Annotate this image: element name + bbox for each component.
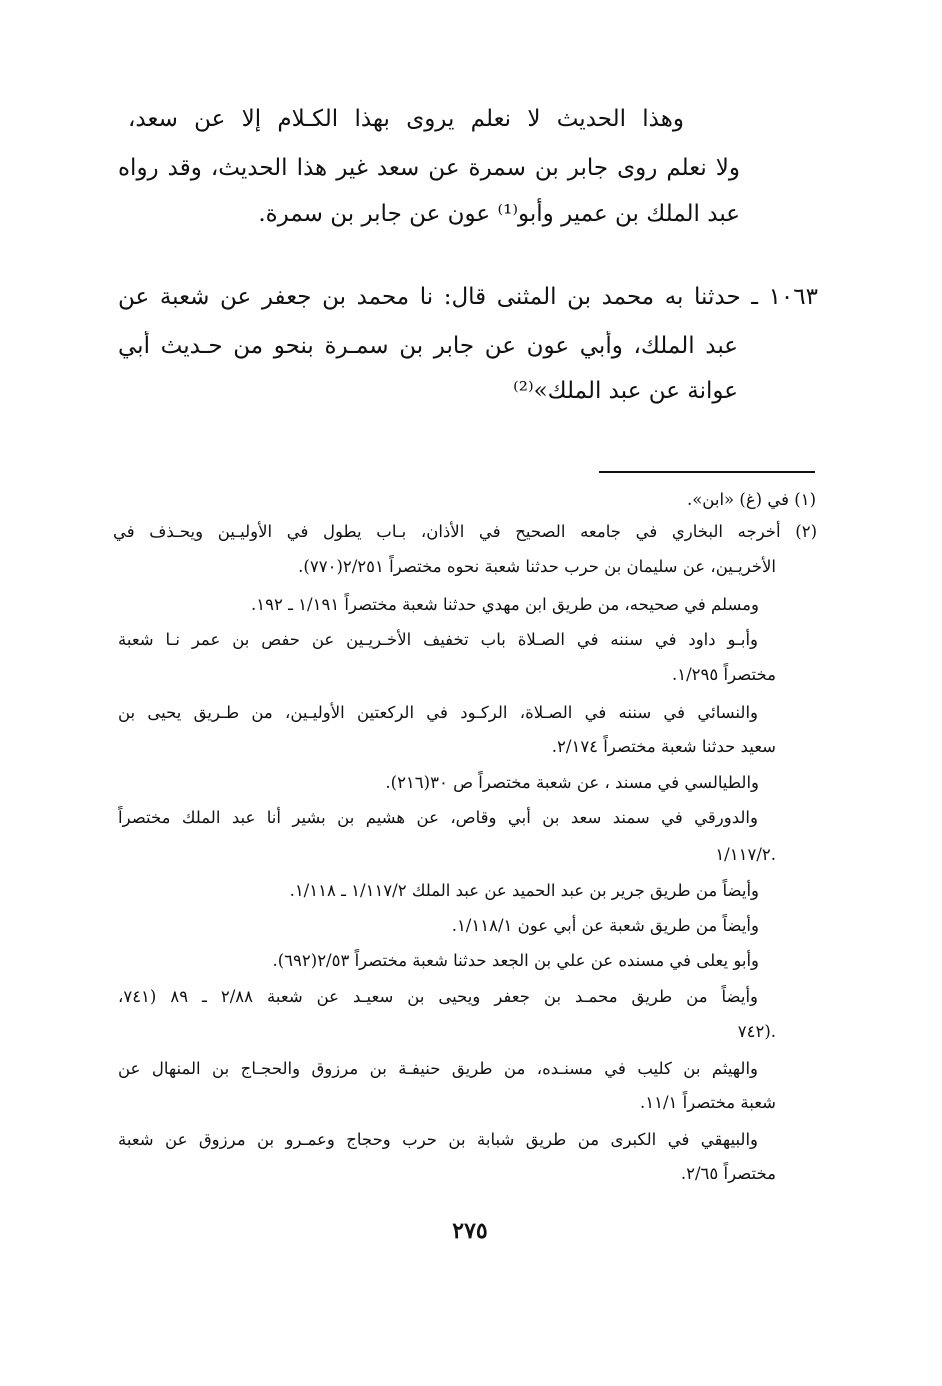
body-line: وهذا الحديث لا نعلم يروى بهذا الكـلام إلا عن سعد، xyxy=(128,106,684,132)
footnote-line: والطيالسي في مسند ، عن شعبة مختصراً ص ٣٠(٢١٦). xyxy=(385,773,759,792)
footnote-line: والنسائي في سننه في الصـلاة، الركـود في الركعتين الأوليـين، من طـريق يحيى بن xyxy=(118,703,758,722)
footnote-line: وأيضاً من طريق جرير بن عبد الحميد عن عبد الملك ١/١١٧/٢ ـ ١/١١٨. xyxy=(289,881,759,900)
footnote-line: والبيهقي في الكبرى من طريق شبابة بن حرب وحجاج وعمـرو بن مرزوق عن شعبة xyxy=(118,1130,758,1149)
footnote-line: مختصراً ١/٢٩٥. xyxy=(672,665,776,684)
footnote-line: وأيضاً من طريق شعبة عن أبي عون ١/١١٨/١. xyxy=(451,916,759,935)
footnote-line: ومسلم في صحيحه، من طريق ابن مهدي حدثنا شعبة مختصراً ١/١٩١ ـ ١٩٢. xyxy=(251,595,759,614)
footnote-line: والدورقي في سمند سعد بن أبي وقاص، عن هشيم بن بشير أنا عبد الملك مختصراً xyxy=(118,808,758,827)
hadith-line: عوانة عن عبد الملك»⁽²⁾ xyxy=(513,378,738,404)
footnote-line: وأيضاً من طريق محمـد بن جعفر ويحيى بن سعيـد عن شعبة ٢/٨٨ ـ ٨٩ (٧٤١، xyxy=(118,987,758,1006)
footnote-line: مختصراً ٢/٦٥. xyxy=(680,1164,776,1183)
footnote-line: شعبة مختصراً ١١/١. xyxy=(640,1093,776,1112)
footnote-line: وأبو يعلى في مسنده عن علي بن الجعد حدثنا شعبة مختصراً ٢/٥٣(٦٩٢). xyxy=(272,951,759,970)
footnote-line: (١) في (غ) «ابن». xyxy=(686,490,816,509)
footnote-line: ٧٤٢). xyxy=(737,1022,776,1041)
footnote-line: الأخريـين، عن سليمان بن حرب حدثنا شعبة نحوه مختصراً ٢/٢٥١(٧٧٠). xyxy=(298,557,776,576)
page-number: ٢٧٥ xyxy=(452,1218,488,1244)
footnote-separator xyxy=(599,471,815,473)
body-line: عبد الملك بن عمير وأبو⁽¹⁾ عون عن جابر بن سمرة. xyxy=(258,201,740,227)
hadith-line: عبد الملك، وأبي عون عن جابر بن سمـرة بنحو من حـديث أبي xyxy=(118,333,738,359)
footnote-line: سعيد حدثنا شعبة مختصراً ٢/١٧٤. xyxy=(551,737,776,756)
footnote-line: والهيثم بن كليب في مسنـده، من طريق حنيفـة بن مرزوق والحجـاج بن المنهال عن xyxy=(118,1059,758,1078)
body-line: ولا نعلم روى جابر بن سمرة عن سعد غير هذا الحديث، وقد رواه xyxy=(118,155,740,181)
hadith-line: ١٠٦٣ ـ حدثنا به محمد بن المثنى قال: نا محمد بن جعفر عن شعبة عن xyxy=(118,284,818,310)
footnote-line: (٢) أخرجه البخاري في جامعه الصحيح في الأذان، بـاب يطول في الأوليـين ويحـذف في xyxy=(113,522,817,541)
footnote-line: وأبـو داود في سننه في الصـلاة باب تخفيف الأخـريـين عن حفص بن عمر نـا شعبة xyxy=(118,630,758,649)
footnote-line: ١/١١٧/٢. xyxy=(715,845,776,864)
